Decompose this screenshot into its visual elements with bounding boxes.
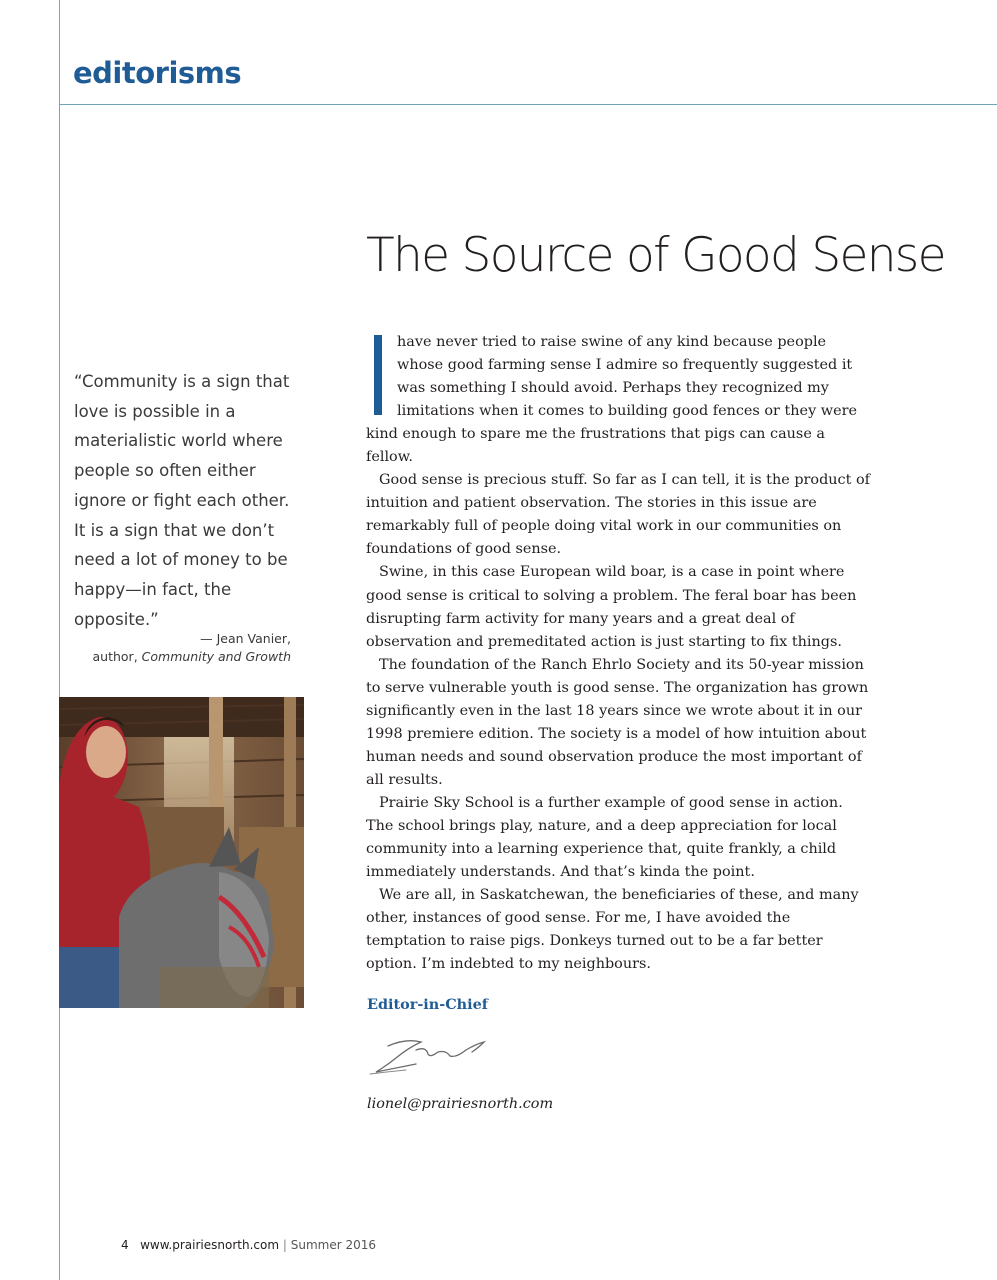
- drop-cap: [366, 331, 397, 423]
- footer-separator: |: [282, 1238, 287, 1252]
- article-paragraph: We are all, in Saskatchewan, the beneficiaries of these, and many other, instances of good sense. For me, I have avoided the temptation to raise pigs. Donkeys turned out to be a far better option. I’m indebted to my neighbours.: [366, 887, 859, 973]
- article-paragraph: have never tried to raise swine of any kind because people whose good farming sense I admire so frequently suggested it was something I should avoid. Perhaps they recognized my limitations when it comes to building good fences or they were kind enough to spare me the frustrations that pigs can cause a fellow.: [366, 331, 872, 469]
- article-body: [366, 331, 872, 976]
- article-headline: The Source of Good Sense: [366, 228, 945, 283]
- article-paragraph: Good sense is precious stuff. So far as I can tell, it is the product of intuition and patient observation. The stories in this issue are remarkably full of people doing vital work in our communities on foundations of good sense.: [366, 472, 870, 558]
- attribution-name: — Jean Vanier,: [200, 631, 291, 646]
- page-footer: [121, 1238, 376, 1252]
- article-paragraph: Swine, in this case European wild boar, is a case in point where good sense is critical to solving a problem. The feral boar has been disrupting farm activity for many years and a great deal of observation and premeditated action is just starting to fix things.: [366, 564, 857, 650]
- footer-website: www.prairiesnorth.com: [140, 1238, 280, 1252]
- section-title: editorisms: [73, 56, 242, 90]
- article-paragraph: Prairie Sky School is a further example of good sense in action. The school brings play, nature, and a deep appreciation for local community into a learning experience that, quite frankly, a child immediately understands. And that’s kinda the point.: [366, 794, 843, 881]
- page-number: 4: [121, 1238, 129, 1252]
- editor-email: lionel@prairiesnorth.com: [367, 1096, 554, 1112]
- attribution-role: author,: [92, 649, 138, 664]
- signoff-title: Editor-in-Chief: [367, 996, 488, 1013]
- page-margin-rule: [59, 0, 60, 1280]
- editor-with-donkey-photo: [59, 697, 304, 1008]
- header-rule: [59, 104, 997, 105]
- attribution-book: Community and Growth: [141, 649, 291, 664]
- handwritten-signature: [366, 1028, 496, 1080]
- quote-attribution: [74, 630, 291, 666]
- pull-quote: “Community is a sign that love is possible in a materialistic world where people so often either ignore or fight each other. It is a sign that we don’t need a lot of money to be happy—in fact, the opposite.”: [74, 372, 290, 629]
- footer-issue: Summer 2016: [290, 1238, 377, 1252]
- article-paragraph: The foundation of the Ranch Ehrlo Society and its 50-year mission to serve vulnerable youth is good sense. The organization has grown significantly even in the last 18 years since we wrote about it in our 1998 premiere edition. The society is a model of how intuition about human needs and sound observation produce the most important of all results.: [366, 656, 869, 788]
